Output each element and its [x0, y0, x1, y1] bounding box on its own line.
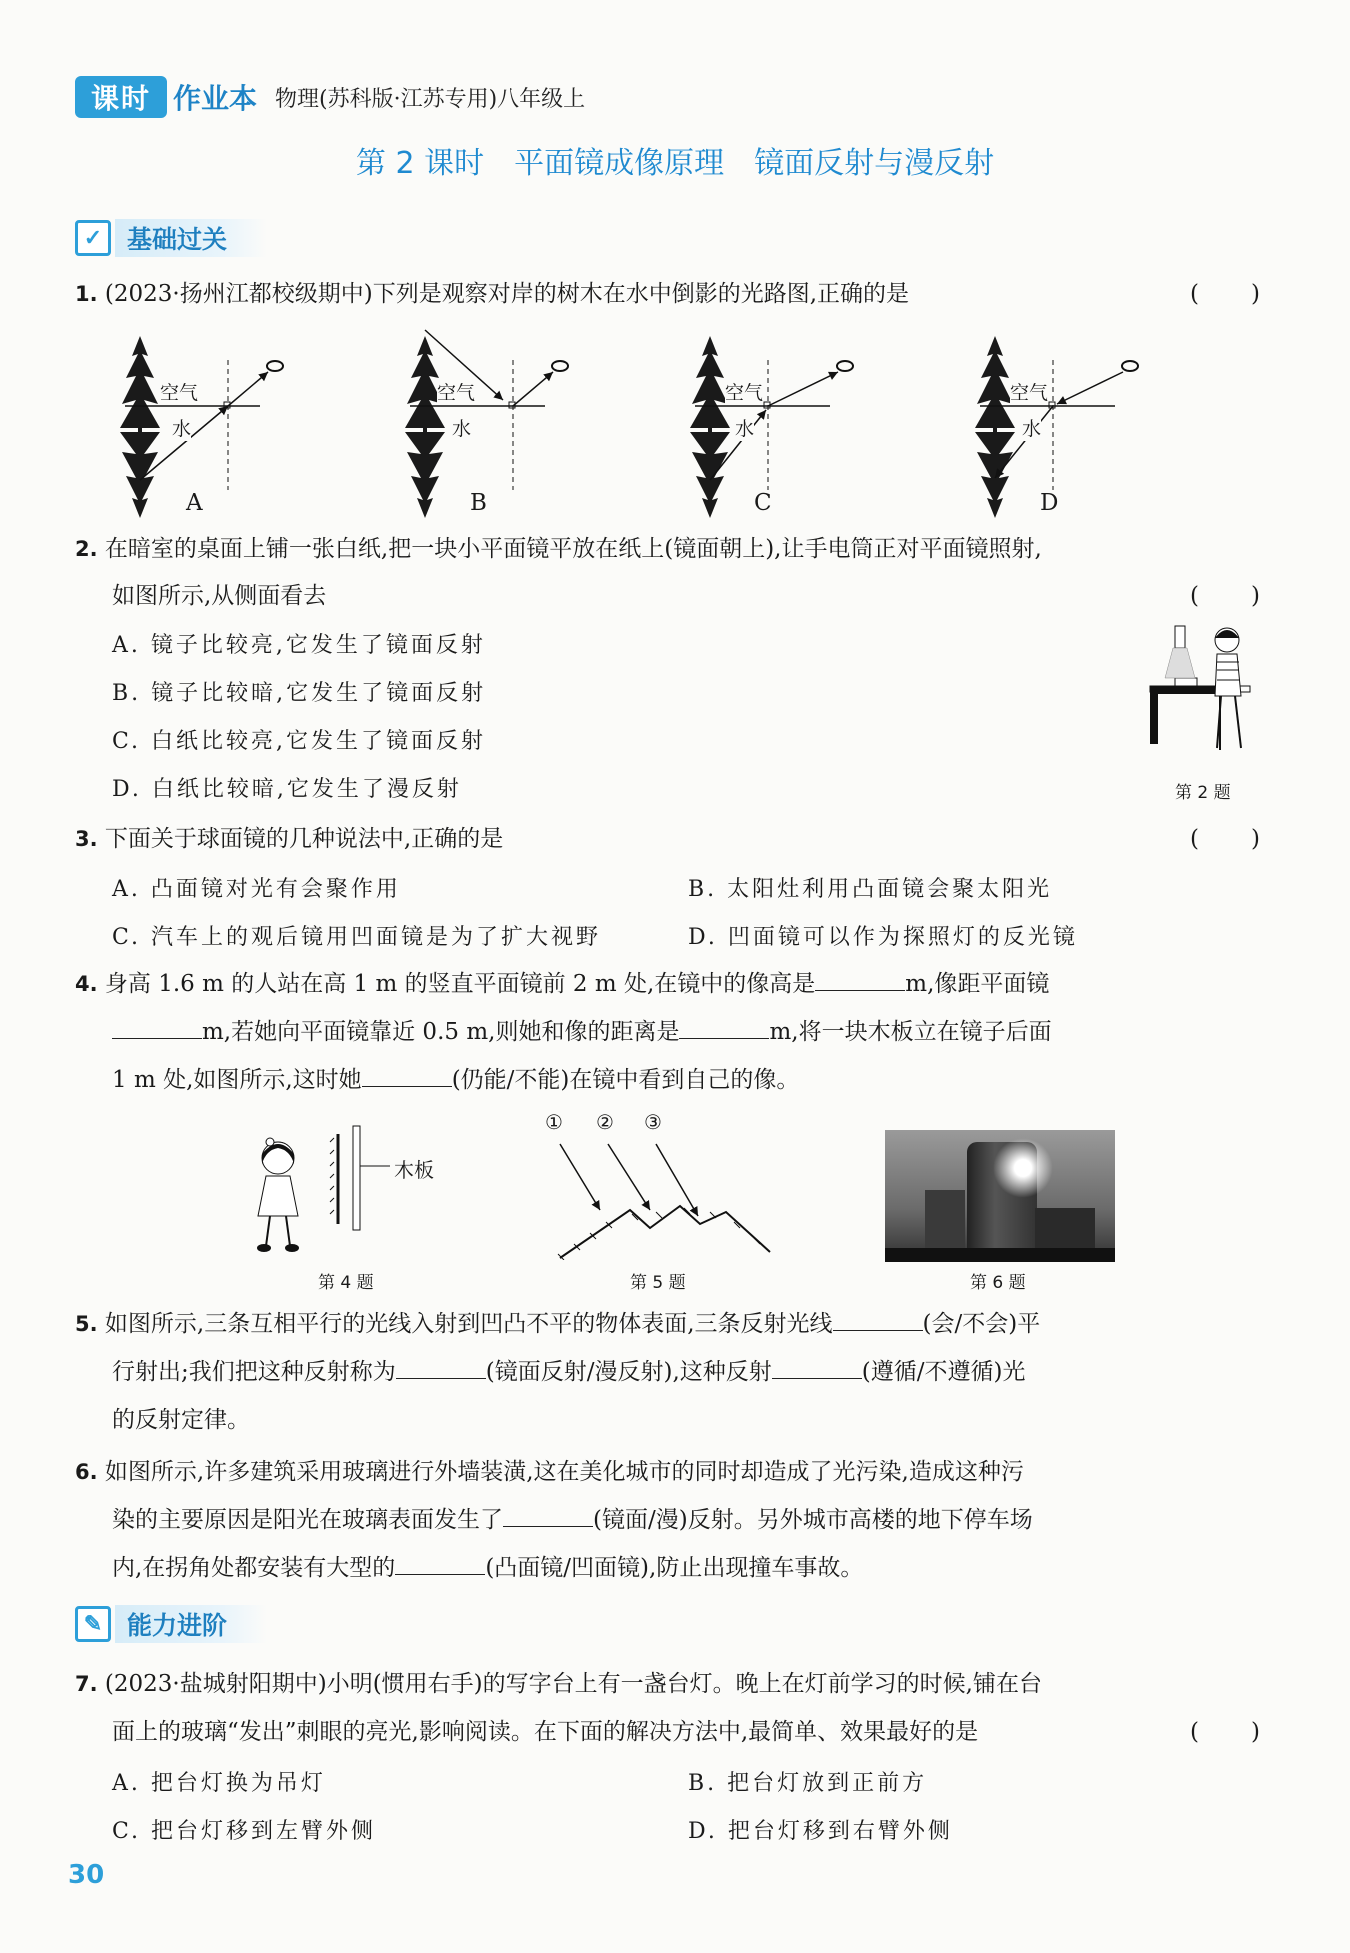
question-6-line3	[112, 1544, 1282, 1592]
q2-figure-caption: 第 2 题	[1175, 783, 1231, 803]
answer-paren: ( )	[1190, 583, 1262, 609]
answer-paren: ( )	[1190, 281, 1262, 307]
question-4	[75, 960, 1275, 1008]
edit-icon: ✎	[75, 1606, 111, 1642]
q3-option-d: D. 凹面镜可以作为探照灯的反光镜	[688, 925, 1078, 950]
q7-option-b: B. 把台灯放到正前方	[688, 1771, 928, 1796]
q2-option-a: A. 镜子比较亮,它发生了镜面反射	[112, 633, 486, 658]
question-text: m,像距平面镜	[905, 971, 1050, 997]
answer-blank[interactable]	[679, 1016, 769, 1039]
question-text: 如图所示,许多建筑采用玻璃进行外墙装潢,这在美化城市的同时却造成了光污染,造成这种污	[104, 1459, 1024, 1485]
ray-label-1: ①	[545, 1110, 563, 1134]
question-text: (镜面/漫)反射。另外城市高楼的地下停车场	[593, 1507, 1033, 1533]
question-text: 1 m 处,如图所示,这时她	[112, 1067, 362, 1093]
question-text: 下面关于球面镜的几种说法中,正确的是	[104, 826, 504, 852]
question-2	[75, 525, 1275, 573]
question-text: m,若她向平面镜靠近 0.5 m,则她和像的距离是	[202, 1019, 680, 1045]
q3-option-a: A. 凸面镜对光有会聚作用	[112, 877, 401, 902]
ray-label-3: ③	[644, 1110, 662, 1134]
figure-c-label: C	[754, 490, 772, 516]
answer-blank[interactable]	[395, 1552, 485, 1575]
question-5-line3: 的反射定律。	[112, 1407, 250, 1433]
board-label: 木板	[394, 1158, 434, 1182]
q7-option-d: D. 把台灯移到右臂外侧	[688, 1819, 953, 1844]
question-text: (仍能/不能)在镜中看到自己的像。	[451, 1067, 800, 1093]
figure-c-air: 空气	[725, 378, 763, 405]
q1-figures	[100, 320, 1180, 520]
question-text: (2023·盐城射阳期中)小明(惯用右手)的写字台上有一盏台灯。晚上在灯前学习的时候,铺在台	[104, 1671, 1042, 1697]
figure-b-label: B	[470, 490, 487, 516]
figure-d-water: 水	[1022, 414, 1041, 441]
q2-figure	[1145, 620, 1265, 760]
question-text: (凸面镜/凹面镜),防止出现撞车事故。	[485, 1555, 864, 1581]
question-7-line2: 面上的玻璃“发出”刺眼的亮光,影响阅读。在下面的解决方法中,最简单、效果最好的是	[112, 1719, 979, 1745]
q4-figure-caption: 第 4 题	[318, 1273, 374, 1293]
question-6	[75, 1448, 1275, 1496]
question-number: 1.	[75, 282, 98, 306]
figure-d-air: 空气	[1010, 378, 1048, 405]
answer-blank[interactable]	[362, 1064, 452, 1087]
question-5-line2	[112, 1348, 1282, 1396]
section-basic-label: 基础过关	[115, 219, 267, 257]
answer-blank[interactable]	[503, 1504, 593, 1527]
figure-a-air: 空气	[160, 378, 198, 405]
figure-b-water: 水	[452, 414, 471, 441]
question-text: (遵循/不遵循)光	[861, 1359, 1026, 1385]
question-text: (2023·扬州江都校级期中)下列是观察对岸的树木在水中倒影的光路图,正确的是	[104, 281, 910, 307]
figure-a-water: 水	[172, 414, 191, 441]
figure-b-air: 空气	[437, 378, 475, 405]
page-number: 30	[68, 1860, 105, 1890]
question-number: 6.	[75, 1460, 98, 1484]
answer-paren: ( )	[1190, 826, 1262, 852]
question-text: 在暗室的桌面上铺一张白纸,把一块小平面镜平放在纸上(镜面朝上),让手电筒正对平面镜照射,	[104, 536, 1042, 562]
question-number: 4.	[75, 972, 98, 996]
question-3	[75, 815, 1275, 863]
section-advanced	[75, 1604, 267, 1644]
q7-option-c: C. 把台灯移到左臂外侧	[112, 1819, 377, 1844]
question-text: (会/不会)平	[922, 1311, 1041, 1337]
figure-a-label: A	[186, 490, 203, 516]
question-7	[75, 1660, 1275, 1708]
question-number: 2.	[75, 537, 98, 561]
question-2-line2: 如图所示,从侧面看去	[112, 583, 327, 609]
answer-blank[interactable]	[112, 1016, 202, 1039]
q7-option-a: A. 把台灯换为吊灯	[112, 1771, 326, 1796]
q3-option-c: C. 汽车上的观后镜用凹面镜是为了扩大视野	[112, 925, 602, 950]
question-text: m,将一块木板立在镜子后面	[769, 1019, 1052, 1045]
question-text: 染的主要原因是阳光在玻璃表面发生了	[112, 1507, 503, 1533]
lesson-title: 第 2 课时 平面镜成像原理 镜面反射与漫反射	[355, 146, 995, 181]
question-text: (镜面反射/漫反射),这种反射	[485, 1359, 772, 1385]
section-advanced-label: 能力进阶	[115, 1605, 267, 1643]
answer-blank[interactable]	[772, 1356, 862, 1379]
q6-figure-caption: 第 6 题	[970, 1273, 1026, 1293]
answer-paren: ( )	[1190, 1719, 1262, 1745]
section-basic	[75, 218, 267, 258]
question-6-line2	[112, 1496, 1282, 1544]
question-5	[75, 1300, 1275, 1348]
question-text: 身高 1.6 m 的人站在高 1 m 的竖直平面镜前 2 m 处,在镜中的像高是	[104, 971, 816, 997]
ray-label-2: ②	[596, 1110, 614, 1134]
question-number: 3.	[75, 827, 98, 851]
header-subject: 物理(苏科版·江苏专用)八年级上	[275, 86, 586, 112]
answer-blank[interactable]	[815, 968, 905, 991]
question-4-line2	[112, 1008, 1282, 1056]
q6-photo	[885, 1130, 1115, 1262]
answer-blank[interactable]	[396, 1356, 486, 1379]
question-text: 行射出;我们把这种反射称为	[112, 1359, 396, 1385]
header	[75, 72, 585, 122]
logo-keshi: 课时	[75, 76, 167, 118]
figure-d-label: D	[1040, 490, 1059, 516]
q2-option-c: C. 白纸比较亮,它发生了镜面反射	[112, 729, 487, 754]
figure-c-water: 水	[735, 414, 754, 441]
question-number: 5.	[75, 1312, 98, 1336]
q2-option-b: B. 镜子比较暗,它发生了镜面反射	[112, 681, 487, 706]
question-4-line3	[112, 1056, 1282, 1104]
logo-zuoye: 作业本	[173, 82, 258, 115]
question-text: 如图所示,三条互相平行的光线入射到凹凸不平的物体表面,三条反射光线	[104, 1311, 833, 1337]
question-1	[75, 270, 1275, 318]
q2-option-d: D. 白纸比较暗,它发生了漫反射	[112, 777, 462, 802]
q3-option-b: B. 太阳灶利用凸面镜会聚太阳光	[688, 877, 1053, 902]
question-text: 内,在拐角处都安装有大型的	[112, 1555, 396, 1581]
checkbox-icon: ✓	[75, 220, 111, 256]
q5-figure-caption: 第 5 题	[630, 1273, 686, 1293]
q4-figure	[250, 1120, 450, 1260]
question-number: 7.	[75, 1672, 98, 1696]
answer-blank[interactable]	[833, 1308, 923, 1331]
